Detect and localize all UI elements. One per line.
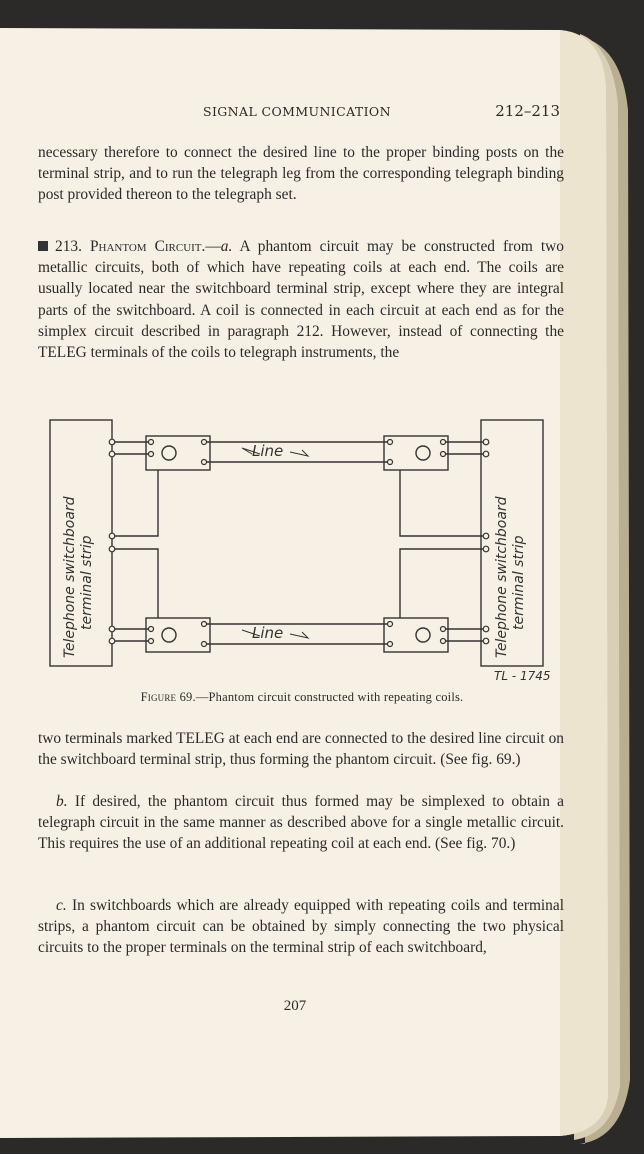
figure-caption-label: Figure 69. — [140, 690, 196, 704]
subparagraph-a-marker: a. — [220, 238, 233, 255]
line-label-top: Line — [252, 442, 284, 460]
running-header — [38, 101, 560, 123]
right-strip-label-line1: Telephone switchboard — [494, 496, 510, 658]
subparagraph-b — [38, 791, 564, 855]
figure-caption-text: —Phantom circuit constructed with repeating coils. — [195, 690, 464, 704]
paragraph-continued: necessary therefore to connect the desired line to the proper binding posts on the terminal strip, and to run the telegraph leg from the corresponding telegraph binding post provided thereon to the telegraph set. — [38, 144, 564, 204]
subparagraph-c — [38, 895, 564, 959]
subparagraph-c-body: In switchboards which are already equipped with repeating coils and terminal strips, a phantom circuit can be obtained by simply connecting the two physical circuits to the proper terminals on the terminal strip of each switchboard, — [38, 897, 564, 957]
coil-bottom-left — [146, 618, 210, 652]
left-strip-label-line1: Telephone switchboard — [62, 496, 78, 658]
figure-code: TL - 1745 — [494, 669, 551, 682]
section-number: 213. — [55, 238, 82, 255]
figure-caption — [38, 690, 566, 705]
figure-69 — [38, 412, 566, 712]
subparagraph-c-marker: c. — [56, 897, 67, 914]
subparagraph-b-marker: b. — [56, 793, 68, 810]
coil-top-left — [146, 436, 210, 470]
subparagraph-a-body: A phantom circuit may be constructed from two metallic circuits, both of which have repeating coils at each end. The coils are usually located near the switchboard terminal strip, except where they are integral parts of the switchboard. A coil is connected in each circuit at each end as for the simplex circuit described in paragraph 212. However, instead of connecting the TELEG terminals of the coils to telegraph instruments, the — [38, 238, 564, 362]
phantom-circuit-diagram — [38, 412, 566, 682]
line-label-bottom: Line — [252, 624, 284, 642]
page-range: 212–213 — [495, 102, 560, 120]
subparagraph-b-body: If desired, the phantom circuit thus formed may be simplexed to obtain a telegraph circuit in the same manner as described above for a single metallic circuit. This requires the use of an additional repeating coil at each end. (See fig. 70.) — [38, 793, 565, 853]
running-title: SIGNAL COMMUNICATION — [203, 104, 391, 119]
section-marker-icon — [38, 241, 48, 251]
right-strip-label-line2: terminal strip — [511, 535, 527, 630]
section-213-paragraph-a: 213. Phantom Circuit.—a. A phantom circuit may be constructed from two metallic circuits, both of which have repeating coils at each end. The coils are usually located near the switchboard terminal strip, except where they are integral parts of the switchboard. A coil is connected in each circuit at each end as for the simplex circuit described in paragraph 212. However, instead of connecting the TELEG terminals of the coils to telegraph instruments, the — [38, 238, 564, 362]
section-title: Phantom Circuit. — [89, 238, 206, 255]
page-number: 207 — [283, 998, 307, 1014]
paragraph-after-figure: two terminals marked TELEG at each end are connected to the desired line circuit on the switchboard terminal strip, thus forming the phantom circuit. (See fig. 69.) — [38, 730, 564, 769]
left-strip-label-line2: terminal strip — [79, 535, 95, 630]
